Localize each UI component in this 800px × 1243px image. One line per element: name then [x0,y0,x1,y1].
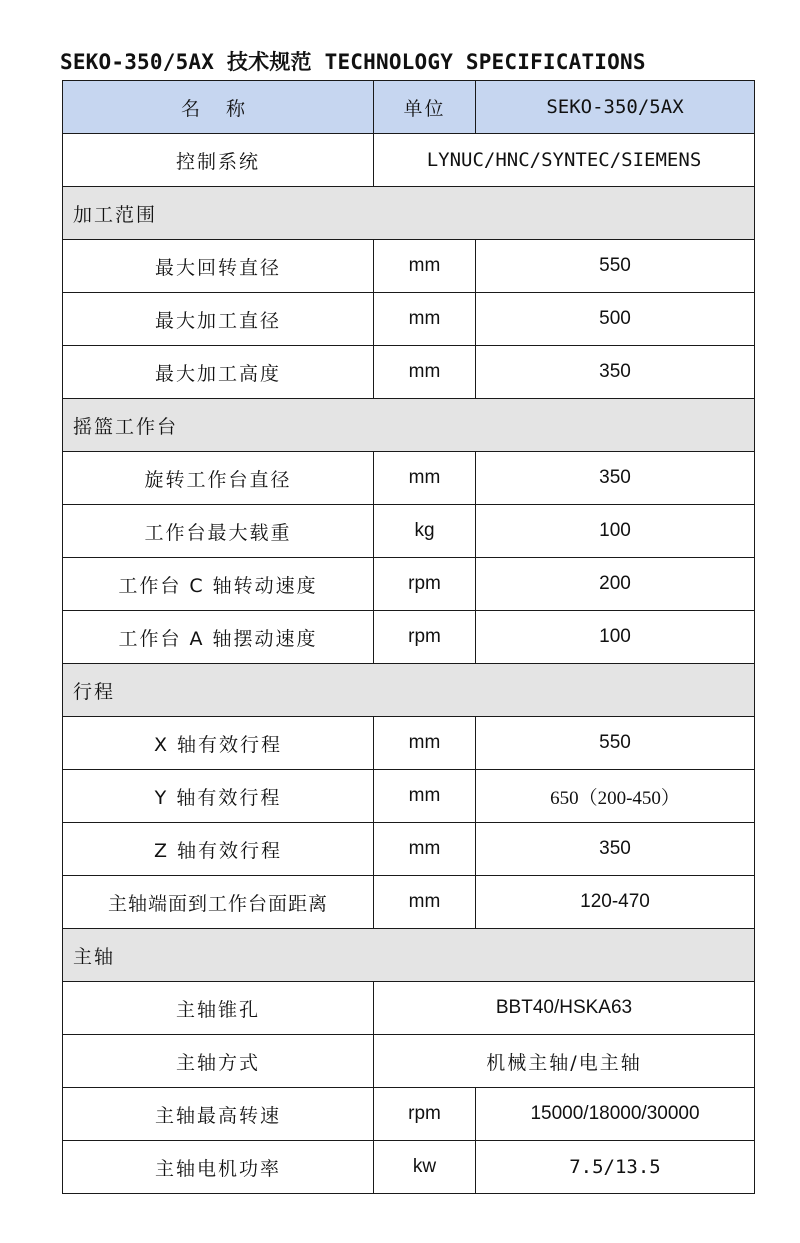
table-row [63,240,755,293]
row-label: 主轴锥孔 [63,982,374,1035]
row-unit: mm [374,770,476,823]
section-title: 摇篮工作台 [63,399,755,452]
section-row-spindle [63,929,755,982]
row-value: 350 [476,452,755,505]
row-label: 工作台最大载重 [63,505,374,558]
row-label: 最大加工高度 [63,346,374,399]
row-label: 主轴方式 [63,1035,374,1088]
row-value: 120-470 [476,876,755,929]
table-row [63,770,755,823]
row-value: 200 [476,558,755,611]
document-title: SEKO-350/5AX 技术规范 TECHNOLOGY SPECIFICATIONS [60,50,646,74]
table-row [63,452,755,505]
table-row [63,717,755,770]
table-row [63,346,755,399]
row-label: 最大回转直径 [63,240,374,293]
row-value: 350 [476,346,755,399]
table-row [63,134,755,187]
row-unit: rpm [374,1088,476,1141]
row-unit: mm [374,717,476,770]
table-row [63,1088,755,1141]
row-value: 100 [476,611,755,664]
section-row-travel [63,664,755,717]
row-value: 机械主轴/电主轴 [374,1035,755,1088]
table-row [63,1035,755,1088]
row-value: 100 [476,505,755,558]
row-label: 主轴电机功率 [63,1141,374,1194]
row-unit: rpm [374,558,476,611]
section-title: 主轴 [63,929,755,982]
row-unit: mm [374,240,476,293]
row-label: 主轴最高转速 [63,1088,374,1141]
table-row [63,982,755,1035]
row-unit: rpm [374,611,476,664]
table-row [63,611,755,664]
spec-table [62,80,755,1194]
table-row [63,823,755,876]
row-value: LYNUC/HNC/SYNTEC/SIEMENS [374,134,755,187]
row-label: X 轴有效行程 [63,717,374,770]
row-value: 350 [476,823,755,876]
header-unit-cell: 单位 [374,81,476,134]
row-label: Z 轴有效行程 [63,823,374,876]
table-row [63,505,755,558]
row-unit: mm [374,876,476,929]
header-name-cell: 名 称 [63,81,374,134]
row-label: 旋转工作台直径 [63,452,374,505]
row-label: 控制系统 [63,134,374,187]
row-unit: kg [374,505,476,558]
header-model-cell: SEKO-350/5AX [476,81,755,134]
row-value: 15000/18000/30000 [476,1088,755,1141]
row-value: BBT40/HSKA63 [374,982,755,1035]
table-row [63,558,755,611]
table-header-row [63,81,755,134]
row-label: 工作台 C 轴转动速度 [63,558,374,611]
row-value: 650（200-450） [476,770,755,823]
row-unit: mm [374,452,476,505]
table-row [63,1141,755,1194]
section-title: 加工范围 [63,187,755,240]
table-row [63,876,755,929]
section-row-machining-range [63,187,755,240]
row-value: 500 [476,293,755,346]
row-label: 最大加工直径 [63,293,374,346]
row-value: 550 [476,240,755,293]
section-row-cradle-table [63,399,755,452]
row-unit: mm [374,346,476,399]
row-unit: mm [374,823,476,876]
row-label: 主轴端面到工作台面距离 [63,876,374,929]
table-row [63,293,755,346]
row-label: 工作台 A 轴摆动速度 [63,611,374,664]
row-unit: kw [374,1141,476,1194]
row-value: 7.5/13.5 [476,1141,755,1194]
row-value: 550 [476,717,755,770]
row-unit: mm [374,293,476,346]
row-label: Y 轴有效行程 [63,770,374,823]
section-title: 行程 [63,664,755,717]
